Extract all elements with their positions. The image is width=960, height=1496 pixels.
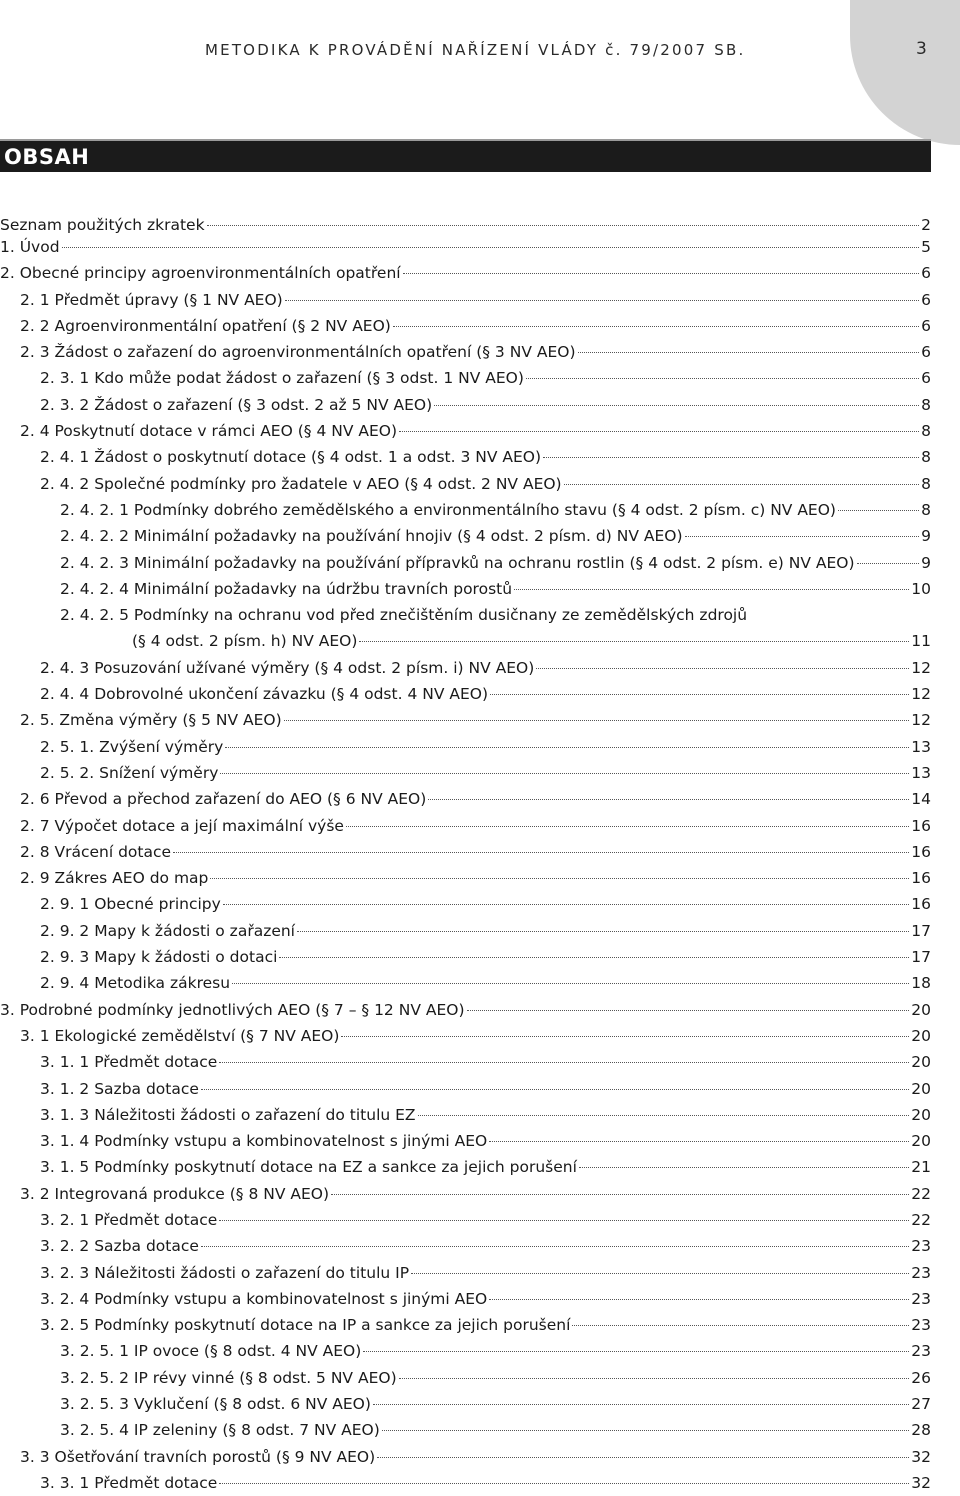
- toc-dot-leader: [219, 1483, 909, 1484]
- toc-dot-leader: [572, 1325, 909, 1326]
- toc-entry[interactable]: [0, 418, 931, 444]
- toc-dot-leader: [346, 826, 909, 827]
- toc-dot-leader: [399, 1378, 910, 1379]
- toc-entry-title: 3. 3. 1 Předmět dotace: [40, 1473, 218, 1492]
- toc-entry-page: 23: [911, 1289, 931, 1308]
- toc-entry-title: 2. 4. 1 Žádost o poskytnutí dotace (§ 4 odst. 1 a odst. 3 NV AEO): [40, 448, 542, 467]
- toc-dot-leader: [284, 720, 910, 721]
- toc-entry-title: 3. 2. 5. 1 IP ovoce (§ 8 odst. 4 NV AEO): [60, 1342, 362, 1361]
- toc-entry-title: 3. 2 Integrovaná produkce (§ 8 NV AEO): [20, 1184, 330, 1203]
- toc-entry-page: 13: [911, 737, 931, 756]
- toc-entry-title: 2. 4. 2. 3 Minimální požadavky na používání přípravků na ochranu rostlin (§ 4 odst. 2 písm. e) NV AEO): [60, 553, 855, 572]
- toc-dot-leader: [564, 484, 920, 485]
- toc-entry[interactable]: [0, 471, 931, 497]
- toc-dot-leader: [403, 273, 920, 274]
- toc-entry[interactable]: [0, 260, 931, 286]
- toc-dot-leader: [428, 799, 909, 800]
- toc-dot-leader: [201, 1089, 909, 1090]
- toc-entry-title: 3. 2. 2 Sazba dotace: [40, 1237, 199, 1256]
- toc-dot-leader: [363, 1351, 909, 1352]
- toc-entry-page: 16: [911, 869, 931, 888]
- toc-dot-leader: [393, 326, 919, 327]
- toc-entry[interactable]: [0, 392, 931, 418]
- toc-entry[interactable]: [0, 550, 931, 576]
- toc-entry[interactable]: [0, 813, 931, 839]
- toc-entry-page: 23: [911, 1342, 931, 1361]
- toc-entry-page: 9: [921, 527, 931, 546]
- toc-dot-leader: [382, 1430, 910, 1431]
- toc-entry-title: 2. 4. 2. 4 Minimální požadavky na údržbu travních porostů: [60, 579, 513, 598]
- section-title-bar: [0, 139, 931, 172]
- page-corner-tab: [850, 0, 960, 145]
- toc-entry-title: 2. 3 Žádost o zařazení do agroenvironmentálních opatření (§ 3 NV AEO): [20, 343, 576, 362]
- toc-entry-title: 3. 1. 5 Podmínky poskytnutí dotace na EZ a sankce za jejich porušení: [40, 1158, 577, 1177]
- toc-entry-title: 2. 8 Vrácení dotace: [20, 842, 172, 861]
- toc-entry-page: 8: [921, 422, 931, 441]
- toc-entry-title: 2. 9 Zákres AEO do map: [20, 869, 209, 888]
- toc-entry-page: 6: [921, 290, 931, 309]
- table-of-contents: [0, 212, 931, 1496]
- toc-dot-leader: [220, 773, 909, 774]
- toc-entry-page: 6: [921, 264, 931, 283]
- toc-entry[interactable]: [0, 1365, 931, 1391]
- toc-dot-leader: [857, 563, 920, 564]
- toc-entry[interactable]: [0, 339, 931, 365]
- running-header: METODIKA K PROVÁDĚNÍ NAŘÍZENÍ VLÁDY č. 79/2007 SB.: [205, 41, 746, 59]
- toc-dot-leader: [543, 457, 919, 458]
- toc-entry-title: 2. 6 Převod a přechod zařazení do AEO (§ 6 NV AEO): [20, 790, 427, 809]
- toc-entry-page: 16: [911, 842, 931, 861]
- toc-entry-title: 2. 4. 2. 2 Minimální požadavky na používání hnojiv (§ 4 odst. 2 písm. d) NV AEO): [60, 527, 683, 546]
- toc-entry-title: 2. 1 Předmět úpravy (§ 1 NV AEO): [20, 290, 283, 309]
- toc-entry[interactable]: [0, 1076, 931, 1102]
- toc-entry[interactable]: [0, 365, 931, 391]
- toc-entry-title: 3. 2. 5. 4 IP zeleniny (§ 8 odst. 7 NV AEO): [60, 1421, 380, 1440]
- toc-entry-title: 2. Obecné principy agroenvironmentálních opatření: [0, 264, 401, 283]
- toc-entry[interactable]: [0, 576, 931, 602]
- toc-dot-leader: [418, 1115, 910, 1116]
- toc-entry[interactable]: [0, 734, 931, 760]
- toc-entry-page: 8: [921, 395, 931, 414]
- toc-entry-title: 3. 2. 5 Podmínky poskytnutí dotace na IP a sankce za jejich porušení: [40, 1316, 571, 1335]
- toc-entry-page: 20: [911, 1132, 931, 1151]
- toc-entry[interactable]: [0, 865, 931, 891]
- toc-entry[interactable]: [0, 681, 931, 707]
- toc-entry-page: 2: [921, 216, 931, 234]
- toc-entry-page: 8: [921, 500, 931, 519]
- toc-heading: OBSAH: [4, 145, 90, 169]
- toc-entry[interactable]: [0, 1417, 931, 1443]
- toc-dot-leader: [579, 1167, 909, 1168]
- toc-entry[interactable]: [0, 760, 931, 786]
- toc-entry-page: 22: [911, 1184, 931, 1203]
- toc-entry-page: 16: [911, 895, 931, 914]
- toc-entry-page: 8: [921, 448, 931, 467]
- toc-entry-title: Seznam použitých zkratek: [0, 216, 205, 234]
- toc-entry[interactable]: [0, 655, 931, 681]
- toc-entry[interactable]: [0, 1286, 931, 1312]
- toc-entry[interactable]: [0, 944, 931, 970]
- toc-entry-title: 3. 1 Ekologické zemědělství (§ 7 NV AEO): [20, 1026, 340, 1045]
- toc-entry-page: 14: [911, 790, 931, 809]
- toc-entry[interactable]: [0, 212, 931, 234]
- toc-entry-page: 20: [911, 1000, 931, 1019]
- toc-entry-page: 26: [911, 1368, 931, 1387]
- toc-entry-page: 20: [911, 1026, 931, 1045]
- toc-entry-page: 17: [911, 948, 931, 967]
- toc-entry-page: 22: [911, 1210, 931, 1229]
- toc-entry-title: 2. 5. 2. Snížení výměry: [40, 763, 219, 782]
- toc-entry-page: 6: [921, 343, 931, 362]
- toc-entry-page: 32: [911, 1447, 931, 1466]
- toc-entry-title: 2. 2 Agroenvironmentální opatření (§ 2 NV AEO): [20, 316, 391, 335]
- toc-entry-title: 2. 4. 3 Posuzování užívané výměry (§ 4 odst. 2 písm. i) NV AEO): [40, 658, 535, 677]
- toc-entry[interactable]: [0, 918, 931, 944]
- toc-entry-page: 28: [911, 1421, 931, 1440]
- toc-entry[interactable]: [0, 602, 931, 628]
- toc-entry-page: 20: [911, 1079, 931, 1098]
- toc-entry[interactable]: [0, 1312, 931, 1338]
- toc-entry-page: 23: [911, 1237, 931, 1256]
- toc-dot-leader: [373, 1404, 909, 1405]
- toc-dot-leader: [490, 694, 909, 695]
- toc-entry[interactable]: [0, 444, 931, 470]
- toc-dot-leader: [514, 589, 909, 590]
- toc-entry[interactable]: [0, 523, 931, 549]
- toc-entry[interactable]: [0, 891, 931, 917]
- toc-entry-page: 8: [921, 474, 931, 493]
- toc-entry[interactable]: [0, 1444, 931, 1470]
- toc-dot-leader: [685, 536, 920, 537]
- toc-entry-page: 6: [921, 316, 931, 335]
- toc-entry-title: 3. 2. 4 Podmínky vstupu a kombinovatelnost s jinými AEO: [40, 1289, 488, 1308]
- toc-dot-leader: [838, 510, 919, 511]
- toc-entry[interactable]: [0, 1128, 931, 1154]
- toc-dot-leader: [536, 668, 909, 669]
- toc-entry-title: 2. 9. 4 Metodika zákresu: [40, 974, 231, 993]
- toc-entry[interactable]: [0, 1207, 931, 1233]
- toc-entry-page: 11: [911, 632, 931, 651]
- toc-dot-leader: [526, 378, 919, 379]
- toc-entry[interactable]: [0, 1181, 931, 1207]
- toc-entry-page: 12: [911, 658, 931, 677]
- toc-entry-title: 2. 4. 2. 5 Podmínky na ochranu vod před znečištěním dusičnany ze zemědělských zdrojů: [60, 606, 748, 625]
- toc-entry-title: 3. 1. 4 Podmínky vstupu a kombinovatelnost s jinými AEO: [40, 1132, 488, 1151]
- toc-dot-leader: [223, 904, 909, 905]
- toc-entry-title: 3. 2. 3 Náležitosti žádosti o zařazení do titulu IP: [40, 1263, 410, 1282]
- toc-entry[interactable]: [0, 1391, 931, 1417]
- page-number: 3: [916, 39, 927, 59]
- toc-entry[interactable]: [0, 1470, 931, 1496]
- toc-entry-page: 18: [911, 974, 931, 993]
- toc-entry[interactable]: [0, 1338, 931, 1364]
- toc-entry-page: 23: [911, 1316, 931, 1335]
- toc-entry-title: 3. Podrobné podmínky jednotlivých AEO (§ 7 – § 12 NV AEO): [0, 1000, 465, 1019]
- toc-dot-leader: [377, 1457, 909, 1458]
- toc-entry[interactable]: [0, 313, 931, 339]
- toc-dot-leader: [210, 878, 909, 879]
- toc-entry-title: 2. 9. 3 Mapy k žádosti o dotaci: [40, 948, 278, 967]
- toc-entry-page: 20: [911, 1053, 931, 1072]
- toc-entry[interactable]: [0, 287, 931, 313]
- toc-entry-page: 17: [911, 921, 931, 940]
- toc-dot-leader: [219, 1062, 909, 1063]
- toc-entry-title: 2. 7 Výpočet dotace a její maximální výše: [20, 816, 344, 835]
- toc-dot-leader: [578, 352, 920, 353]
- toc-entry-title: 3. 1. 2 Sazba dotace: [40, 1079, 199, 1098]
- toc-entry-title: 2. 9. 2 Mapy k žádosti o zařazení: [40, 921, 295, 940]
- toc-dot-leader: [411, 1273, 909, 1274]
- toc-entry-title: 3. 1. 1 Předmět dotace: [40, 1053, 218, 1072]
- toc-dot-leader: [489, 1141, 909, 1142]
- toc-entry-page: 20: [911, 1105, 931, 1124]
- toc-entry[interactable]: [0, 707, 931, 733]
- toc-entry-title: 2. 5. 1. Zvýšení výměry: [40, 737, 224, 756]
- toc-entry-page: 6: [921, 369, 931, 388]
- toc-entry-title: 3. 2. 5. 2 IP révy vinné (§ 8 odst. 5 NV AEO): [60, 1368, 397, 1387]
- toc-dot-leader: [341, 1036, 909, 1037]
- toc-entry-title: 2. 4. 4 Dobrovolné ukončení závazku (§ 4 odst. 4 NV AEO): [40, 685, 489, 704]
- toc-dot-leader: [489, 1299, 909, 1300]
- toc-dot-leader: [232, 983, 909, 984]
- toc-entry[interactable]: [0, 1023, 931, 1049]
- toc-entry[interactable]: [0, 1102, 931, 1128]
- toc-entry-page: 12: [911, 711, 931, 730]
- toc-entry-title: 2. 3. 2 Žádost o zařazení (§ 3 odst. 2 až 5 NV AEO): [40, 395, 433, 414]
- toc-dot-leader: [399, 431, 919, 432]
- toc-entry-page: 27: [911, 1395, 931, 1414]
- toc-entry-page: 21: [911, 1158, 931, 1177]
- toc-dot-leader: [467, 1010, 910, 1011]
- toc-dot-leader: [279, 957, 909, 958]
- toc-dot-leader: [62, 247, 920, 248]
- toc-entry-title: 2. 9. 1 Obecné principy: [40, 895, 221, 914]
- toc-dot-leader: [173, 852, 909, 853]
- toc-entry-page: 23: [911, 1263, 931, 1282]
- toc-entry[interactable]: [0, 786, 931, 812]
- toc-entry[interactable]: [0, 839, 931, 865]
- toc-dot-leader: [434, 405, 919, 406]
- toc-entry[interactable]: [0, 628, 931, 654]
- toc-entry-page: 5: [921, 238, 931, 256]
- toc-entry-page: 10: [911, 579, 931, 598]
- toc-dot-leader: [331, 1194, 909, 1195]
- toc-entry-page: 13: [911, 763, 931, 782]
- toc-entry[interactable]: [0, 1154, 931, 1180]
- toc-dot-leader: [207, 225, 920, 226]
- toc-entry-title: 2. 3. 1 Kdo může podat žádost o zařazení (§ 3 odst. 1 NV AEO): [40, 369, 524, 388]
- toc-entry-title: 3. 1. 3 Náležitosti žádosti o zařazení do titulu EZ: [40, 1105, 416, 1124]
- toc-entry[interactable]: [0, 970, 931, 996]
- toc-entry-title: (§ 4 odst. 2 písm. h) NV AEO): [132, 632, 358, 651]
- toc-entry-title: 2. 4. 2. 1 Podmínky dobrého zemědělského a environmentálního stavu (§ 4 odst. 2 písm. c) NV AEO): [60, 500, 836, 519]
- toc-dot-leader: [201, 1246, 909, 1247]
- toc-entry[interactable]: [0, 497, 931, 523]
- toc-entry-title: 2. 5. Změna výměry (§ 5 NV AEO): [20, 711, 282, 730]
- toc-entry-page: 16: [911, 816, 931, 835]
- toc-entry-title: 3. 3 Ošetřování travních porostů (§ 9 NV AEO): [20, 1447, 376, 1466]
- toc-entry[interactable]: [0, 1260, 931, 1286]
- toc-entry-title: 3. 2. 5. 3 Vyklučení (§ 8 odst. 6 NV AEO): [60, 1395, 371, 1414]
- toc-entry-page: 9: [921, 553, 931, 572]
- toc-entry-title: 2. 4. 2 Společné podmínky pro žadatele v AEO (§ 4 odst. 2 NV AEO): [40, 474, 562, 493]
- toc-dot-leader: [359, 641, 909, 642]
- toc-entry-page: 12: [911, 685, 931, 704]
- toc-dot-leader: [297, 931, 909, 932]
- toc-entry[interactable]: [0, 1049, 931, 1075]
- toc-dot-leader: [285, 300, 919, 301]
- toc-entry[interactable]: [0, 1233, 931, 1259]
- toc-entry-title: 2. 4 Poskytnutí dotace v rámci AEO (§ 4 NV AEO): [20, 422, 398, 441]
- toc-entry-title: 1. Úvod: [0, 238, 60, 256]
- toc-entry-page: 32: [911, 1473, 931, 1492]
- toc-dot-leader: [225, 747, 909, 748]
- toc-entry-title: 3. 2. 1 Předmět dotace: [40, 1210, 218, 1229]
- toc-entry[interactable]: [0, 997, 931, 1023]
- toc-dot-leader: [219, 1220, 909, 1221]
